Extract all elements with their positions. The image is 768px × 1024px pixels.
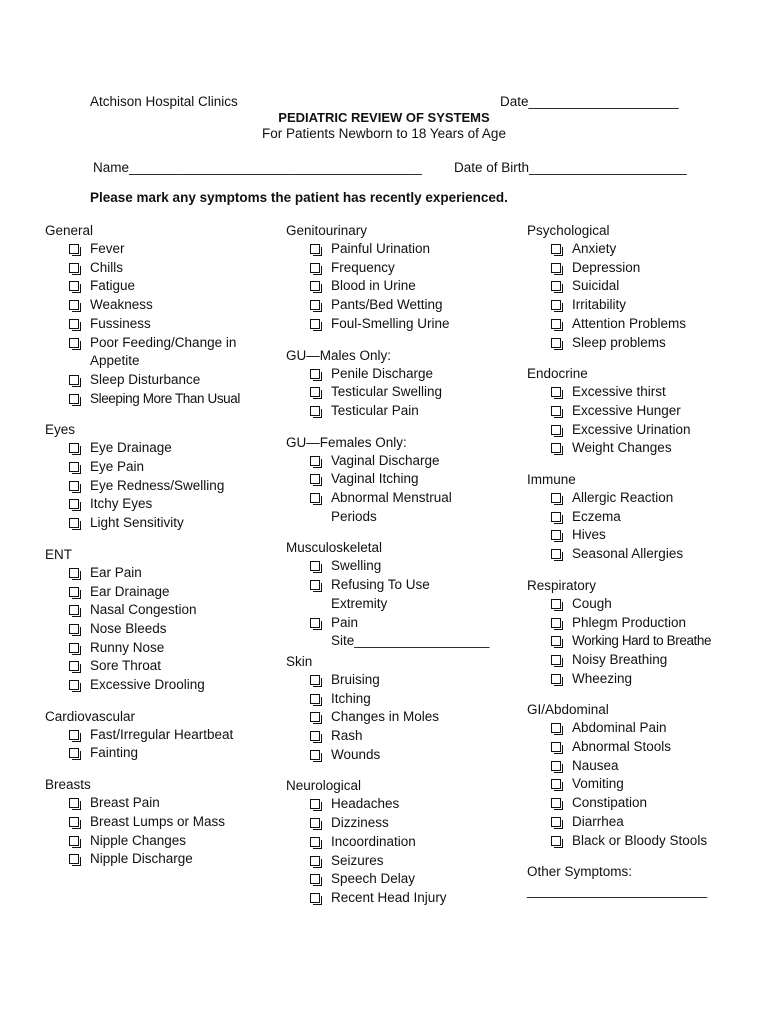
other-symptoms-line: ________________________ — [527, 883, 708, 899]
symptom-speech-delay[interactable] — [286, 870, 526, 889]
symptom-label: Appetite — [90, 353, 140, 369]
symptom-label: Rash — [331, 728, 363, 744]
symptom-label: Ear Drainage — [90, 583, 170, 599]
checkbox-icon[interactable] — [310, 406, 320, 416]
symptom-label: Suicidal — [572, 278, 620, 294]
symptom-fatigue[interactable] — [45, 277, 285, 296]
symptom-breast-pain[interactable] — [45, 794, 285, 813]
symptom-label: Wounds — [331, 746, 381, 762]
checkbox-icon[interactable] — [69, 624, 79, 634]
symptom-label: Weakness — [90, 297, 153, 313]
symptom-label: Pants/Bed Wetting — [331, 297, 443, 313]
section-title: Other Symptoms: — [527, 864, 633, 880]
symptom-label: Irritability — [572, 297, 627, 313]
symptom-label: Speech Delay — [331, 871, 416, 887]
symptom-runny-nose[interactable] — [45, 639, 285, 658]
symptom-label: Site__________________ — [331, 633, 490, 649]
checkbox-icon[interactable] — [551, 244, 561, 254]
symptom-label: Incoordination — [331, 833, 416, 849]
checkbox-icon[interactable] — [310, 874, 320, 884]
checkbox-icon[interactable] — [310, 799, 320, 809]
section-title: Neurological — [286, 778, 362, 794]
symptom-itching[interactable] — [286, 690, 526, 709]
checkbox-icon[interactable] — [69, 499, 79, 509]
section-title: Eyes — [45, 422, 76, 438]
section-eyes — [45, 421, 285, 533]
symptom-painful-urination[interactable] — [286, 240, 526, 259]
symptom-label: Hives — [572, 527, 606, 543]
symptom-label: Excessive thirst — [572, 384, 666, 400]
symptom-sleeping-more[interactable] — [45, 390, 285, 409]
section-other-symptoms — [527, 863, 767, 901]
form-title: PEDIATRIC REVIEW OF SYSTEMS — [278, 110, 490, 125]
symptom-anxiety[interactable] — [527, 240, 767, 259]
symptom-weakness[interactable] — [45, 296, 285, 315]
symptom-label: Working Hard to Breathe — [572, 633, 712, 649]
checkbox-icon[interactable] — [69, 462, 79, 472]
symptom-attention-problems[interactable] — [527, 315, 767, 334]
symptom-label: Refusing To Use — [331, 577, 430, 593]
section-title: GU—Females Only: — [286, 434, 407, 450]
symptom-label: Penile Discharge — [331, 365, 434, 381]
symptom-seizures[interactable] — [286, 852, 526, 871]
instructions: Please mark any symptoms the patient has recently experienced. — [90, 190, 508, 205]
symptom-label: Eye Drainage — [90, 440, 172, 456]
section-musculoskeletal — [286, 539, 526, 651]
symptom-poor-feeding[interactable] — [45, 334, 285, 353]
checkbox-icon[interactable] — [551, 512, 561, 522]
symptom-label: Wheezing — [572, 670, 633, 686]
symptom-label: Abdominal Pain — [572, 720, 667, 736]
checkbox-icon[interactable] — [69, 281, 79, 291]
symptom-label: Poor Feeding/Change in — [90, 334, 237, 350]
checkbox-icon[interactable] — [69, 338, 79, 348]
checkbox-icon[interactable] — [551, 836, 561, 846]
section-breasts — [45, 776, 285, 869]
checkbox-icon[interactable] — [69, 394, 79, 404]
checkbox-icon[interactable] — [551, 281, 561, 291]
checkbox-icon[interactable] — [310, 300, 320, 310]
symptom-label: Headaches — [331, 796, 400, 812]
symptom-nausea[interactable] — [527, 757, 767, 776]
section-cardiovascular — [45, 708, 285, 763]
checkbox-icon[interactable] — [69, 798, 79, 808]
symptom-abnormal-stools[interactable] — [527, 738, 767, 757]
checkbox-icon[interactable] — [551, 443, 561, 453]
symptom-vomiting[interactable] — [527, 775, 767, 794]
symptom-light-sensitivity[interactable] — [45, 514, 285, 533]
checkbox-icon[interactable] — [69, 587, 79, 597]
symptom-phlegm-production[interactable] — [527, 614, 767, 633]
symptom-chills[interactable] — [45, 259, 285, 278]
symptom-label: Allergic Reaction — [572, 490, 674, 506]
checkbox-icon[interactable] — [310, 561, 320, 571]
symptom-label: Light Sensitivity — [90, 515, 184, 531]
symptom-label: Fast/Irregular Heartbeat — [90, 726, 234, 742]
symptom-excessive-thirst[interactable] — [527, 383, 767, 402]
section-title: General — [45, 223, 94, 238]
symptom-abdominal-pain[interactable] — [527, 719, 767, 738]
section-endocrine — [527, 365, 767, 458]
checkbox-icon[interactable] — [69, 643, 79, 653]
patient-name-field[interactable]: Name_______________________________________ — [93, 160, 422, 175]
symptom-label: Extremity — [331, 595, 388, 611]
section-general — [45, 222, 285, 408]
symptom-label: Weight Changes — [572, 440, 672, 456]
symptom-label: Constipation — [572, 795, 648, 811]
checkbox-icon[interactable] — [551, 655, 561, 665]
symptom-label: Chills — [90, 259, 124, 275]
symptom-eye-drainage[interactable] — [45, 439, 285, 458]
symptom-sore-throat[interactable] — [45, 657, 285, 676]
symptom-pain[interactable] — [286, 614, 526, 633]
symptom-label: Testicular Swelling — [331, 384, 443, 400]
symptom-noisy-breathing[interactable] — [527, 651, 767, 670]
symptom-working-hard-to-breathe[interactable] — [527, 632, 767, 651]
symptom-incoordination[interactable] — [286, 833, 526, 852]
checkbox-icon[interactable] — [551, 798, 561, 808]
checkbox-icon[interactable] — [551, 674, 561, 684]
symptom-label: Excessive Urination — [572, 421, 691, 437]
symptom-recent-head-injury[interactable] — [286, 889, 526, 908]
checkbox-icon[interactable] — [310, 580, 320, 590]
checkbox-icon[interactable] — [69, 319, 79, 329]
symptom-label: Bruising — [331, 671, 380, 687]
checkbox-icon[interactable] — [551, 779, 561, 789]
symptom-refusing-to-use[interactable] — [286, 576, 526, 595]
checkbox-icon[interactable] — [69, 854, 79, 864]
symptom-label: Abnormal Menstrual — [331, 490, 452, 506]
symptom-changes-in-moles[interactable] — [286, 708, 526, 727]
symptom-label: Anxiety — [572, 241, 617, 256]
checkbox-icon[interactable] — [551, 742, 561, 752]
checkbox-icon[interactable] — [69, 375, 79, 385]
symptom-fussiness[interactable] — [45, 315, 285, 334]
symptom-frequency[interactable] — [286, 259, 526, 278]
symptom-black-bloody-stools[interactable] — [527, 832, 767, 851]
column-2 — [286, 222, 526, 921]
symptom-label: Excessive Hunger — [572, 402, 681, 418]
symptom-label: Testicular Pain — [331, 402, 419, 418]
symptom-constipation[interactable] — [527, 794, 767, 813]
column-1 — [45, 222, 285, 882]
symptom-label: Noisy Breathing — [572, 651, 668, 667]
checkbox-icon[interactable] — [310, 675, 320, 685]
section-title: Respiratory — [527, 577, 597, 593]
symptom-ear-pain[interactable] — [45, 564, 285, 583]
symptom-label: Excessive Drooling — [90, 677, 205, 693]
symptom-label: Periods — [331, 508, 377, 524]
checkbox-icon[interactable] — [310, 263, 320, 273]
section-skin — [286, 653, 526, 765]
checkbox-icon[interactable] — [69, 680, 79, 690]
checkbox-icon[interactable] — [310, 694, 320, 704]
symptom-label: Changes in Moles — [331, 709, 440, 725]
symptom-cough[interactable] — [527, 595, 767, 614]
checkbox-icon[interactable] — [310, 731, 320, 741]
checkbox-icon[interactable] — [69, 568, 79, 578]
section-title: Endocrine — [527, 366, 588, 382]
symptom-label: Vaginal Discharge — [331, 452, 440, 468]
symptom-penile-discharge[interactable] — [286, 365, 526, 384]
symptom-eye-redness[interactable] — [45, 477, 285, 496]
symptom-seasonal-allergies[interactable] — [527, 545, 767, 564]
symptom-fever[interactable] — [45, 240, 285, 259]
section-title: Immune — [527, 472, 576, 488]
checkbox-icon[interactable] — [69, 300, 79, 310]
checkbox-icon[interactable] — [551, 263, 561, 273]
checkbox-icon[interactable] — [551, 300, 561, 310]
symptom-sleep-problems[interactable] — [527, 334, 767, 353]
symptom-label: Itching — [331, 690, 371, 706]
section-title: Skin — [286, 653, 313, 669]
checkbox-icon[interactable] — [551, 549, 561, 559]
symptom-label: Runny Nose — [90, 639, 165, 655]
symptom-nasal-congestion[interactable] — [45, 601, 285, 620]
symptom-label: Ear Pain — [90, 564, 142, 580]
symptom-label: Fatigue — [90, 278, 136, 294]
symptom-label: Vaginal Itching — [331, 471, 419, 487]
checkbox-icon[interactable] — [551, 618, 561, 628]
checkbox-icon[interactable] — [551, 387, 561, 397]
checkbox-icon[interactable] — [310, 387, 320, 397]
section-ent — [45, 546, 285, 695]
symptom-headaches[interactable] — [286, 795, 526, 814]
symptom-label: Pain — [331, 614, 359, 630]
checkbox-icon[interactable] — [551, 723, 561, 733]
symptom-abnormal-menstrual[interactable] — [286, 489, 526, 508]
symptom-label: Attention Problems — [572, 315, 687, 331]
checkbox-icon[interactable] — [69, 817, 79, 827]
clinic-name: Atchison Hospital Clinics — [90, 94, 238, 109]
section-title: ENT — [45, 546, 72, 562]
symptom-nipple-changes[interactable] — [45, 832, 285, 851]
symptom-label: Nipple Discharge — [90, 851, 193, 867]
symptom-ear-drainage[interactable] — [45, 583, 285, 602]
symptom-label: Phlegm Production — [572, 614, 687, 630]
checkbox-icon[interactable] — [310, 618, 320, 628]
symptom-irregular-heartbeat[interactable] — [45, 726, 285, 745]
checkbox-icon[interactable] — [310, 712, 320, 722]
section-psychological — [527, 222, 767, 352]
symptom-eczema[interactable] — [527, 508, 767, 527]
symptom-excessive-hunger[interactable] — [527, 402, 767, 421]
symptom-label: Fussiness — [90, 315, 151, 331]
symptom-breast-lumps[interactable] — [45, 813, 285, 832]
symptom-foul-urine[interactable] — [286, 315, 526, 334]
symptom-label-continuation — [286, 508, 526, 527]
checkbox-icon[interactable] — [69, 730, 79, 740]
symptom-label-continuation — [45, 352, 285, 371]
section-immune — [527, 471, 767, 564]
checkbox-icon[interactable] — [69, 443, 79, 453]
checkbox-icon[interactable] — [551, 493, 561, 503]
checkbox-icon[interactable] — [310, 369, 320, 379]
symptom-label: Sore Throat — [90, 658, 162, 674]
symptom-swelling[interactable] — [286, 557, 526, 576]
symptom-label: Diarrhea — [572, 813, 624, 829]
symptom-label: Blood in Urine — [331, 278, 416, 294]
form-subtitle: For Patients Newborn to 18 Years of Age — [262, 126, 506, 141]
symptom-label: Eczema — [572, 508, 621, 524]
checkbox-icon[interactable] — [310, 837, 320, 847]
symptom-dizziness[interactable] — [286, 814, 526, 833]
checkbox-icon[interactable] — [310, 244, 320, 254]
date-field[interactable]: Date____________________ — [500, 94, 679, 109]
checkbox-icon[interactable] — [69, 748, 79, 758]
symptom-label: Cough — [572, 595, 612, 611]
symptom-label: Fainting — [90, 745, 139, 761]
other-symptoms-field[interactable] — [527, 881, 767, 901]
checkbox-icon[interactable] — [551, 406, 561, 416]
symptom-eye-pain[interactable] — [45, 458, 285, 477]
checkbox-icon[interactable] — [69, 518, 79, 528]
symptom-label: Sleep problems — [572, 334, 666, 350]
symptom-label: Seizures — [331, 852, 384, 868]
checkbox-icon[interactable] — [69, 481, 79, 491]
symptom-excessive-urination[interactable] — [527, 421, 767, 440]
checkbox-icon[interactable] — [69, 836, 79, 846]
date-of-birth-field[interactable]: Date of Birth_____________________ — [454, 160, 687, 175]
symptom-testicular-swelling[interactable] — [286, 383, 526, 402]
checkbox-icon[interactable] — [551, 319, 561, 329]
section-gu-females — [286, 434, 526, 527]
section-title: Psychological — [527, 223, 610, 238]
symptom-label: Dizziness — [331, 815, 389, 831]
symptom-nipple-discharge[interactable] — [45, 850, 285, 869]
symptom-bruising[interactable] — [286, 671, 526, 690]
symptom-label: Seasonal Allergies — [572, 546, 684, 562]
symptom-label: Eye Pain — [90, 459, 145, 475]
checkbox-icon[interactable] — [69, 263, 79, 273]
checkbox-icon[interactable] — [310, 856, 320, 866]
symptom-label: Black or Bloody Stools — [572, 832, 708, 848]
section-genitourinary — [286, 222, 526, 334]
checkbox-icon[interactable] — [69, 661, 79, 671]
symptom-sleep-disturbance[interactable] — [45, 371, 285, 390]
checkbox-icon[interactable] — [310, 750, 320, 760]
symptom-label: Abnormal Stools — [572, 739, 672, 755]
symptom-irritability[interactable] — [527, 296, 767, 315]
checkbox-icon[interactable] — [310, 893, 320, 903]
symptom-label: Nose Bleeds — [90, 620, 167, 636]
symptom-suicidal[interactable] — [527, 277, 767, 296]
symptom-wheezing[interactable] — [527, 670, 767, 689]
symptom-label: Breast Lumps or Mass — [90, 813, 226, 829]
checkbox-icon[interactable] — [551, 817, 561, 827]
symptom-label: Recent Head Injury — [331, 889, 447, 905]
checkbox-icon[interactable] — [310, 319, 320, 329]
section-neurological — [286, 777, 526, 907]
checkbox-icon[interactable] — [551, 599, 561, 609]
section-title: Musculoskeletal — [286, 540, 383, 556]
symptom-fainting[interactable] — [45, 744, 285, 763]
symptom-label: Nipple Changes — [90, 832, 187, 848]
symptom-label: Nausea — [572, 757, 619, 773]
symptom-label: Painful Urination — [331, 241, 431, 256]
symptom-label: Sleep Disturbance — [90, 371, 201, 387]
symptom-wounds[interactable] — [286, 746, 526, 765]
pain-site-field[interactable] — [286, 632, 526, 651]
section-title: Breasts — [45, 777, 91, 793]
symptom-label: Depression — [572, 259, 641, 275]
checkbox-icon[interactable] — [551, 338, 561, 348]
symptom-diarrhea[interactable] — [527, 813, 767, 832]
symptom-vaginal-itching[interactable] — [286, 470, 526, 489]
symptom-label: Foul-Smelling Urine — [331, 315, 450, 331]
symptom-label: Vomiting — [572, 776, 624, 792]
checkbox-icon[interactable] — [310, 474, 320, 484]
symptom-label: Swelling — [331, 558, 382, 574]
checkbox-icon[interactable] — [551, 636, 561, 646]
section-gi-abdominal — [527, 701, 767, 850]
symptom-label: Sleeping More Than Usual — [90, 390, 240, 406]
checkbox-icon[interactable] — [310, 493, 320, 503]
checkbox-icon[interactable] — [310, 456, 320, 466]
checkbox-icon[interactable] — [551, 425, 561, 435]
symptom-bed-wetting[interactable] — [286, 296, 526, 315]
symptom-testicular-pain[interactable] — [286, 402, 526, 421]
symptom-itchy-eyes[interactable] — [45, 495, 285, 514]
checkbox-icon[interactable] — [69, 244, 79, 254]
checkbox-icon[interactable] — [551, 530, 561, 540]
checkbox-icon[interactable] — [310, 818, 320, 828]
section-title: Cardiovascular — [45, 708, 136, 724]
symptom-depression[interactable] — [527, 259, 767, 278]
symptom-label-continuation — [286, 595, 526, 614]
symptom-label: Fever — [90, 241, 125, 256]
symptom-blood-in-urine[interactable] — [286, 277, 526, 296]
symptom-weight-changes[interactable] — [527, 439, 767, 458]
symptom-label: Eye Redness/Swelling — [90, 477, 225, 493]
symptom-excessive-drooling[interactable] — [45, 676, 285, 695]
section-title: GI/Abdominal — [527, 702, 609, 718]
section-respiratory — [527, 577, 767, 689]
checkbox-icon[interactable] — [551, 761, 561, 771]
checkbox-icon[interactable] — [69, 605, 79, 615]
symptom-rash[interactable] — [286, 727, 526, 746]
symptom-label: Frequency — [331, 259, 395, 275]
symptom-allergic-reaction[interactable] — [527, 489, 767, 508]
symptom-nose-bleeds[interactable] — [45, 620, 285, 639]
symptom-vaginal-discharge[interactable] — [286, 452, 526, 471]
symptom-hives[interactable] — [527, 526, 767, 545]
symptom-label: Breast Pain — [90, 795, 160, 811]
symptom-label: Itchy Eyes — [90, 496, 153, 512]
symptom-label: Nasal Congestion — [90, 602, 197, 618]
column-3 — [527, 222, 767, 914]
section-title: Genitourinary — [286, 223, 368, 238]
section-title: GU—Males Only: — [286, 347, 392, 363]
section-gu-males — [286, 347, 526, 421]
checkbox-icon[interactable] — [310, 281, 320, 291]
